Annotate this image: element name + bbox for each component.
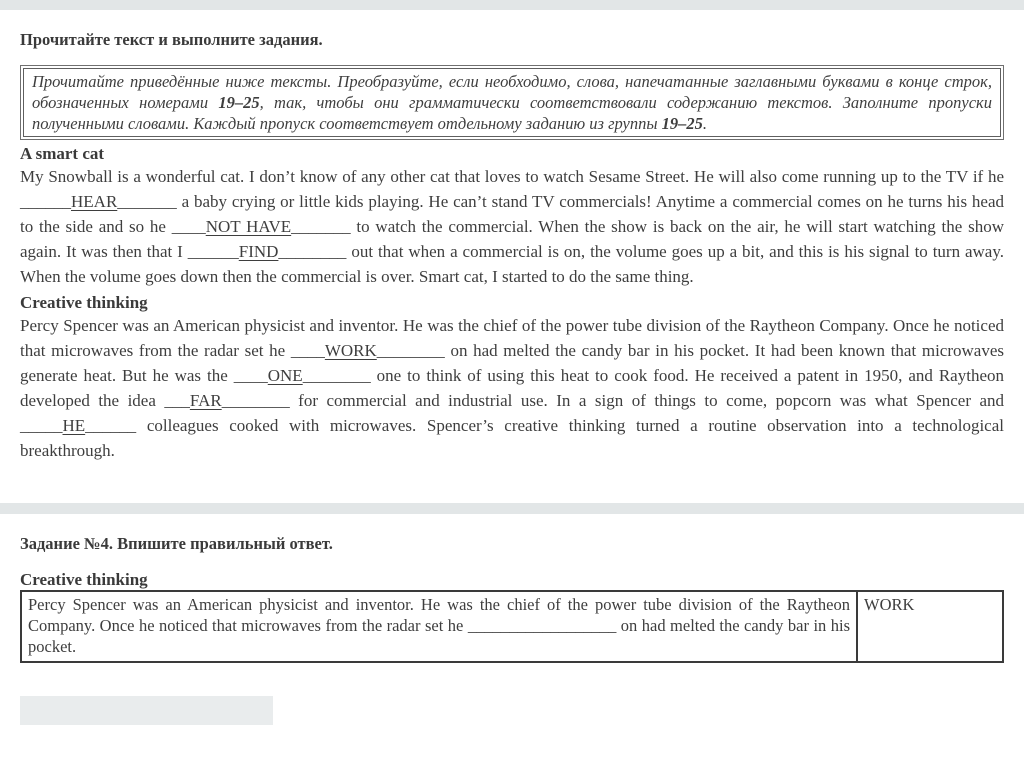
instruction-part1: Прочитайте приведённые ниже тексты. Преобразуйте, если необходимо, слова, напечатанные заглавными буквами в конце строк, обозначенных номерами: [32, 72, 992, 112]
blank-work: [291, 341, 445, 360]
blank-hear-line-left: ______: [20, 192, 71, 211]
instruction-part3: .: [702, 114, 708, 133]
instruction-box: [20, 65, 1004, 140]
blank-hear-line-right: _______: [117, 192, 177, 211]
blank-he: [20, 416, 136, 435]
blank-he-line-right: ______: [85, 416, 137, 435]
reading-section: [0, 30, 1024, 463]
answer-table: [20, 590, 1004, 663]
blank-he-word: HE: [62, 416, 86, 435]
text1-seg4: out that when a commercial is on, the volume goes up a bit, and this is his signal to turn away. When the volume goes down then the commercial is over. Smart cat, I started to do the same thing.: [20, 242, 1005, 286]
blank-not-have-line-right: _______: [291, 217, 351, 236]
table-text-seg1: Percy Spencer was an American physicist and inventor. He was the chief of the power tube division of the Raytheon Company. Once he noticed that microwaves from the radar set he: [28, 595, 850, 635]
blank-one-word: ONE: [267, 366, 303, 385]
blank-not-have-line-left: ____: [171, 217, 206, 236]
text2-seg2: on had melted the candy bar in his pocket. It had been known that microwaves generate heat. But he was the: [20, 341, 1004, 385]
table-text-seg2: on had melted the candy bar in his pocket.: [28, 616, 850, 656]
blank-one-line-left: ____: [233, 366, 268, 385]
blank-far-word: FAR: [189, 391, 222, 410]
text1-seg2: a baby crying or little kids playing. He can’t stand TV commercials! Anytime a commercial comes on he turns his head to the side and so he: [20, 192, 1004, 236]
section-divider-bar: [0, 503, 1024, 514]
blank-work-word: WORK: [324, 341, 377, 360]
blank-work-line-right: ________: [376, 341, 445, 360]
text2-seg3: one to think of using this heat to cook food. He received a patent in 1950, and Raytheon developed the idea: [20, 366, 1004, 410]
text1-heading: A smart cat: [20, 144, 105, 163]
instruction-range2: 19–25: [661, 114, 703, 133]
text2-seg1: Percy Spencer was an American physicist and inventor. He was the chief of the power tube division of the Raytheon Company. Once he noticed that microwaves from the radar set he: [20, 316, 1004, 360]
blank-find-line-right: ________: [278, 242, 347, 261]
text2-seg4: for commercial and industrial use. In a sign of things to come, popcorn was what Spencer and: [289, 391, 1004, 410]
answer-input[interactable]: [20, 696, 273, 725]
top-divider-bar: [0, 0, 1024, 10]
text1-seg3: to watch the commercial. When the show is back on the air, he will start watching the show again. It was then that I: [20, 217, 1004, 261]
task-section: [0, 534, 1024, 725]
blank-find-line-left: ______: [187, 242, 239, 261]
blank-far: [164, 391, 289, 410]
blank-one: [234, 366, 371, 385]
text1-seg1: My Snowball is a wonderful cat. I don’t know of any other cat that loves to watch Sesame Street. He will also come running up to the TV if he: [20, 167, 1004, 186]
blank-find: [188, 242, 347, 261]
blank-far-line-right: ________: [221, 391, 290, 410]
blank-he-line-left: _____: [20, 416, 63, 435]
text2-heading: Creative thinking: [20, 293, 148, 312]
blank-work-line-left: ____: [290, 341, 325, 360]
text1-paragraph: [20, 164, 1004, 289]
table-blank-line: __________________: [467, 616, 617, 635]
instruction-part2: , так, чтобы они грамматически соответствовали содержанию текстов. Заполните пропуски полученными словами. Каждый пропуск соответствует отдельному заданию из группы: [32, 93, 993, 133]
table-cell-keyword: WORK: [857, 591, 1003, 662]
text2-paragraph: [20, 313, 1004, 463]
blank-find-word: FIND: [238, 242, 279, 261]
task-text-heading: Creative thinking: [20, 570, 148, 589]
blank-hear: [20, 192, 177, 211]
blank-not-have-word: NOT HAVE: [205, 217, 292, 236]
blank-one-line-right: ________: [302, 366, 371, 385]
reading-section-title: Прочитайте текст и выполните задания.: [20, 30, 323, 49]
table-row: [21, 591, 1003, 662]
instruction-range1: 19–25: [218, 93, 260, 112]
instruction-text: [23, 68, 1001, 137]
table-cell-text: [21, 591, 857, 662]
blank-not-have: [172, 217, 351, 236]
task-title: Задание №4. Впишите правильный ответ.: [20, 534, 333, 553]
text2-seg5: colleagues cooked with microwaves. Spencer’s creative thinking turned a routine observation into a technological breakthrough.: [20, 416, 1004, 460]
blank-far-line-left: ___: [164, 391, 190, 410]
blank-hear-word: HEAR: [71, 192, 118, 211]
